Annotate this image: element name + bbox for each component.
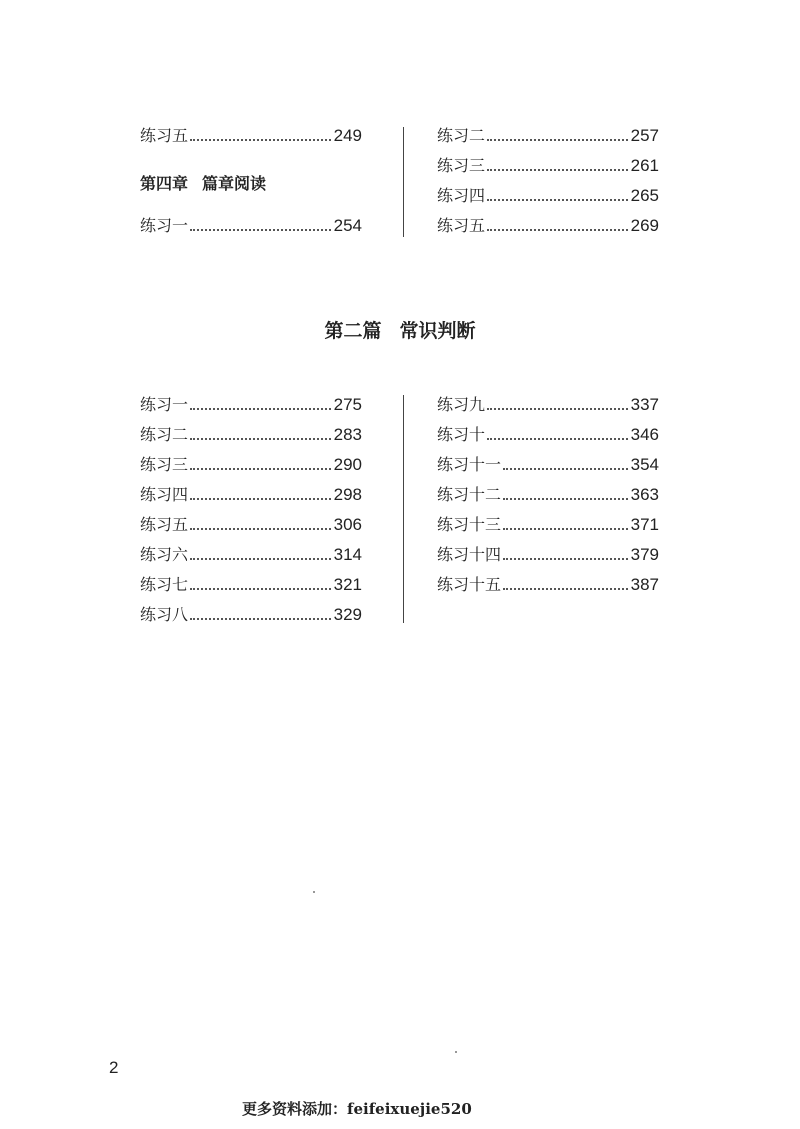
dot-leader [487,229,628,231]
toc-entry[interactable] [437,453,659,475]
dot-leader [190,229,331,231]
toc-entry-label: 练习三 [437,156,486,175]
toc-entry-label: 练习十五 [437,575,502,594]
dot-leader [487,169,628,171]
toc-entry-page: 321 [333,575,362,594]
toc-entry-label: 练习八 [140,605,189,624]
toc-entry-page: 298 [333,485,362,504]
toc-entry-page: 337 [630,395,659,414]
dot-leader [487,139,628,141]
toc-entry-label: 练习六 [140,545,189,564]
page-number: 2 [109,1058,119,1077]
column-divider [403,127,404,237]
chapter-heading[interactable] [140,171,266,194]
toc-entry-page: 354 [630,455,659,474]
toc-entry-label: 练习五 [140,126,189,145]
toc-entry-page: 265 [630,186,659,205]
dot-leader [190,528,331,530]
toc-entry[interactable] [140,214,362,236]
dot-leader [190,558,331,560]
toc-entry-label: 练习二 [437,126,486,145]
toc-entry-page: 290 [333,455,362,474]
toc-entry[interactable] [140,483,362,505]
toc-entry-label: 练习二 [140,425,189,444]
column-divider [403,395,404,623]
toc-entry-label: 练习十三 [437,515,502,534]
toc-bottom-right-column [437,393,659,603]
toc-entry-label: 练习四 [140,485,189,504]
dot-leader [503,468,628,470]
toc-entry[interactable] [437,543,659,565]
toc-entry-page: 283 [333,425,362,444]
toc-entry[interactable] [437,154,659,176]
toc-entry[interactable] [437,573,659,595]
toc-entry[interactable] [437,184,659,206]
toc-entry-label: 练习七 [140,575,189,594]
toc-entry-page: 371 [630,515,659,534]
toc-entry-label: 练习三 [140,455,189,474]
section-heading[interactable] [0,316,800,343]
dot-leader [503,558,628,560]
toc-entry-page: 346 [630,425,659,444]
toc-entry-label: 练习四 [437,186,486,205]
dot-leader [190,468,331,470]
dot-leader [190,139,331,141]
toc-top-right-column [437,124,659,244]
toc-entry[interactable] [437,513,659,535]
scan-speck [455,1051,457,1053]
toc-entry[interactable] [140,603,362,625]
toc-entry[interactable] [140,393,362,415]
toc-entry-page: 269 [630,216,659,235]
toc-entry-label: 练习十 [437,425,486,444]
toc-bottom-left-column [140,393,362,633]
scan-speck [313,891,315,893]
dot-leader [487,408,628,410]
toc-top-left-column [140,124,362,244]
toc-entry-page: 249 [333,126,362,145]
toc-entry-label: 练习一 [140,395,189,414]
toc-entry-label: 练习五 [140,515,189,534]
toc-entry-page: 329 [333,605,362,624]
toc-entry-label: 练习十二 [437,485,502,504]
toc-entry-page: 314 [333,545,362,564]
section-part: 第二篇 [324,320,382,342]
toc-entry[interactable] [140,513,362,535]
toc-entry[interactable] [437,423,659,445]
dot-leader [487,199,628,201]
toc-entry-page: 254 [333,216,362,235]
toc-entry[interactable] [437,393,659,415]
dot-leader [190,498,331,500]
toc-entry-page: 261 [630,156,659,175]
toc-entry[interactable] [437,214,659,236]
section-title: 常识判断 [399,320,476,342]
dot-leader [487,438,628,440]
dot-leader [190,438,331,440]
chapter-title: 篇章阅读 [202,174,267,193]
dot-leader [503,498,628,500]
toc-entry-label: 练习十四 [437,545,502,564]
dot-leader [190,588,331,590]
toc-entry-page: 379 [630,545,659,564]
toc-entry[interactable] [140,543,362,565]
toc-entry-label: 练习十一 [437,455,502,474]
toc-entry-page: 363 [630,485,659,504]
dot-leader [190,618,331,620]
toc-entry[interactable] [140,423,362,445]
dot-leader [503,588,628,590]
toc-entry-label: 练习九 [437,395,486,414]
toc-entry-label: 练习一 [140,216,189,235]
toc-entry[interactable] [437,483,659,505]
footer-note: 更多资料添加：feifeixuejie520 [242,1100,472,1118]
toc-entry-page: 306 [333,515,362,534]
toc-entry[interactable] [140,124,362,146]
toc-entry-page: 257 [630,126,659,145]
dot-leader [503,528,628,530]
toc-entry-page: 387 [630,575,659,594]
toc-entry-page: 275 [333,395,362,414]
chapter-number: 第四章 [140,174,189,193]
toc-entry[interactable] [140,573,362,595]
toc-entry[interactable] [437,124,659,146]
toc-entry-label: 练习五 [437,216,486,235]
dot-leader [190,408,331,410]
toc-entry[interactable] [140,453,362,475]
